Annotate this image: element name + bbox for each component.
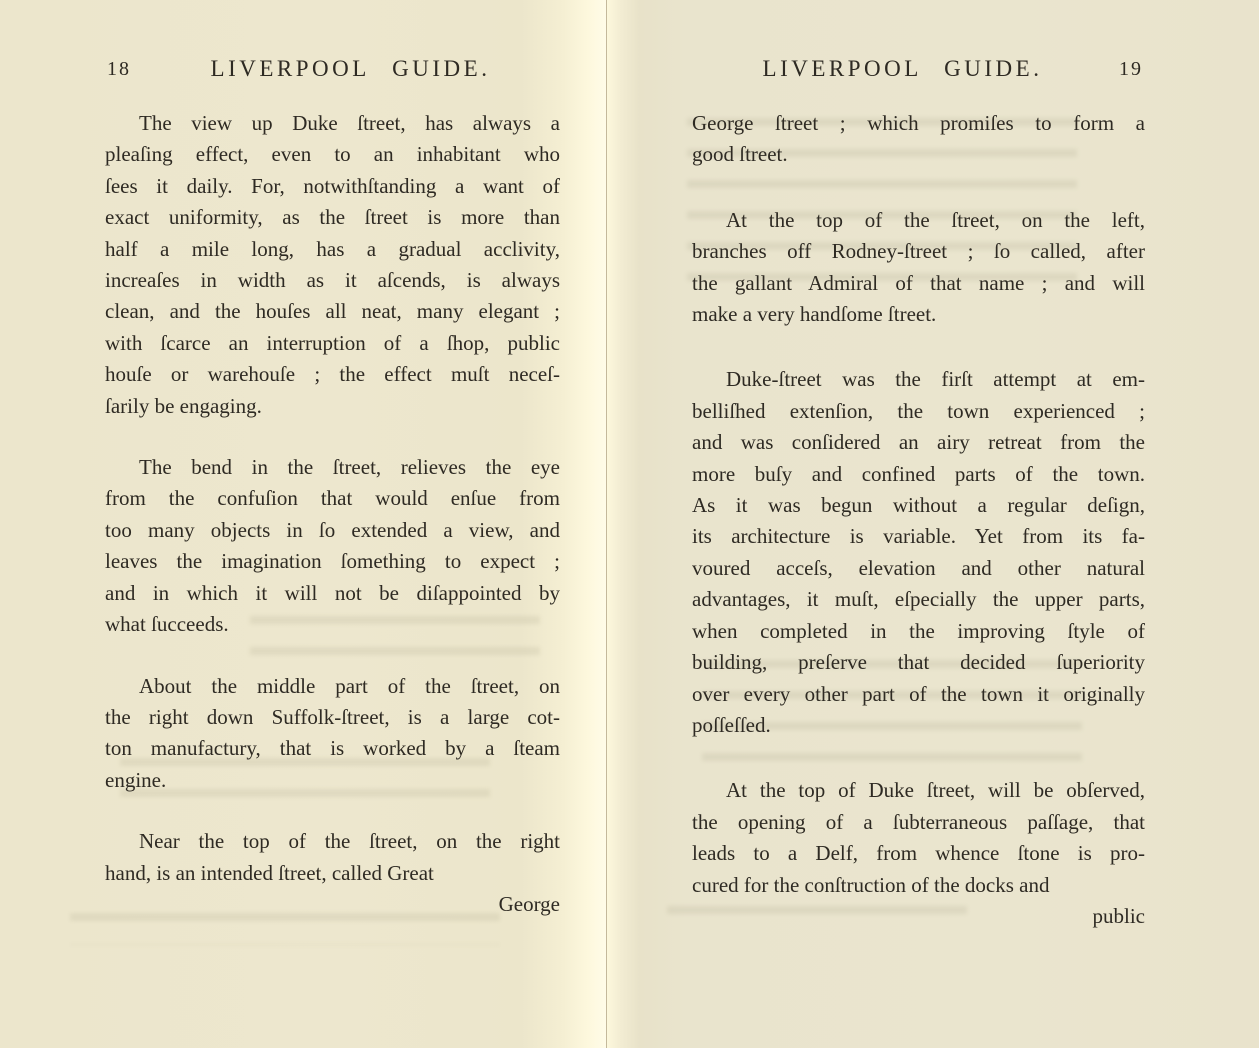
catchword: public [1092,903,1145,928]
text-line: leads to a Delf, from whence ſtone is pro- [692,841,1145,866]
text-line: advantages, it muſt, eſpecially the upper parts, [692,587,1145,612]
text-line: engine. [105,767,167,792]
text-block [692,108,1145,901]
text-line: ſees it daily. For, notwithſtanding a want of [105,173,560,198]
paragraph [692,108,1145,171]
page-number: 18 [107,58,131,80]
text-line: make a very handſome ſtreet. [692,302,937,327]
text-line: increaſes in width as it aſcends, is always [105,268,560,293]
text-line: its architecture is variable. Yet from its fa- [692,524,1145,549]
paragraph [105,826,560,889]
text-line: At the top of Duke ſtreet, will be obſerved, [726,778,1145,803]
text-line: branches off Rodney-ſtreet ; ſo called, after [692,239,1145,264]
text-line: At the top of the ſtreet, on the left, [726,207,1145,232]
text-block [105,108,560,889]
text-line: ton manufactury, that is worked by a ſteam [105,736,560,761]
text-line: As it was begun without a regular deſign, [692,493,1145,518]
text-line: with ſcarce an interruption of a ſhop, public [105,330,560,355]
text-line: houſe or warehouſe ; the effect muſt neceſ- [105,362,560,387]
text-line: Duke-ſtreet was the firſt attempt at em- [726,367,1145,392]
text-line: poſſeſſed. [692,712,771,737]
text-line: clean, and the houſes all neat, many elegant ; [105,299,560,324]
text-line: when completed in the improving ſtyle of [692,618,1145,643]
text-line: what ſucceeds. [105,612,229,637]
catchword: George [498,891,560,916]
text-line: the right down Suffolk-ſtreet, is a large cot- [105,704,560,729]
text-line: half a mile long, has a gradual acclivity, [105,236,560,261]
text-line: and in which it will not be diſappointed by [105,580,560,605]
text-line: cured for the conſtruction of the docks and [692,872,1050,897]
paragraph [105,671,560,797]
text-line: good ſtreet. [692,142,788,167]
text-line: The view up Duke ſtreet, has always a [139,111,560,135]
text-line: George ſtreet ; which promiſes to form a [692,111,1145,135]
paragraph [105,452,560,640]
text-line: from the confuſion that would enſue from [105,486,560,511]
text-line: exact uniformity, as the ſtreet is more than [105,205,560,230]
text-line: ſarily be engaging. [105,393,262,418]
text-line: The bend in the ſtreet, relieves the eye [139,455,560,480]
text-line: and was conſidered an airy retreat from the [692,430,1145,455]
text-line: the gallant Admiral of that name ; and will [692,270,1145,295]
text-line: leaves the imagination ſomething to expect ; [105,549,560,574]
page-header [692,56,1145,86]
text-line: more buſy and confined parts of the town. [692,461,1145,486]
paragraph [692,364,1145,741]
paragraph [105,108,560,422]
text-line: over every other part of the town it originally [692,681,1145,706]
left-page [0,0,606,1048]
text-line: belliſhed extenſion, the town experienced ; [692,398,1145,423]
text-line: pleaſing effect, even to an inhabitant who [105,142,560,167]
text-line: voured acceſs, elevation and other natural [692,555,1145,580]
text-line: Near the top of the ſtreet, on the right [139,829,560,854]
text-line: About the middle part of the ſtreet, on [139,673,560,698]
paragraph [692,205,1145,331]
page-number: 19 [1119,58,1143,80]
text-line: building, preſerve that decided ſuperiority [692,650,1145,675]
right-page [606,0,1259,1048]
paragraph [692,775,1145,901]
page-header [105,56,560,86]
text-line: the opening of a ſubterraneous paſſage, that [692,809,1145,834]
text-line: too many objects in ſo extended a view, and [105,517,560,542]
running-title: LIVERPOOL GUIDE. [210,56,491,81]
text-line: hand, is an intended ſtreet, called Great [105,860,434,885]
running-title: LIVERPOOL GUIDE. [762,56,1043,81]
